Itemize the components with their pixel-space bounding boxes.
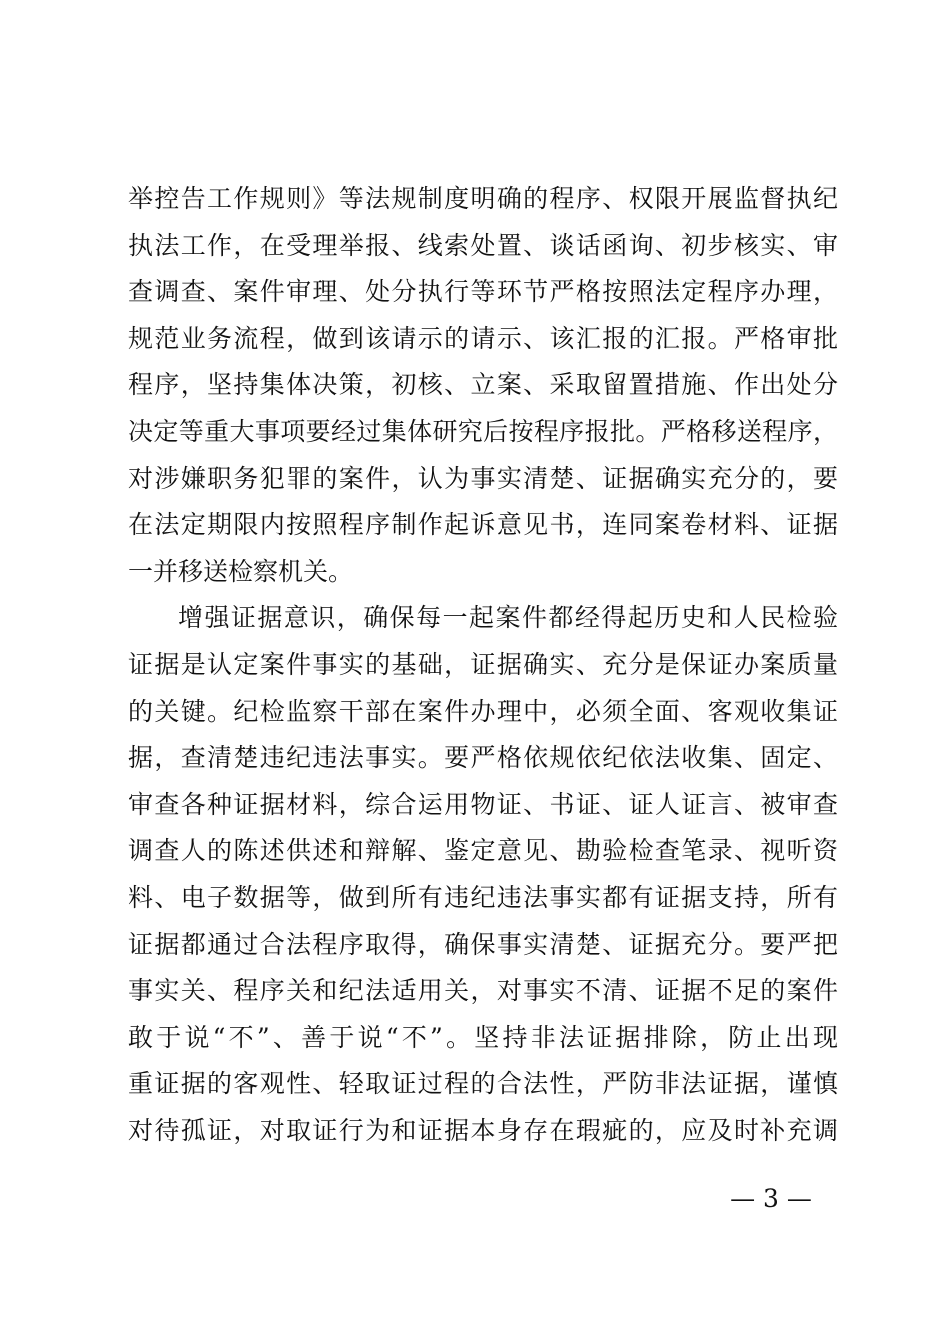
text-line: 调查人的陈述供述和辩解、鉴定意见、勘验检查笔录、视听资 bbox=[128, 836, 838, 866]
text-line: 重证据的客观性、轻取证过程的合法性，严防非法证据，谨慎 bbox=[128, 1069, 838, 1099]
body-text bbox=[128, 176, 838, 1154]
text-line: 决定等重大事项要经过集体研究后按程序报批。严格移送程序， bbox=[128, 416, 838, 446]
text-line: 举控告工作规则》等法规制度明确的程序、权限开展监督执纪 bbox=[128, 184, 838, 213]
text-line: 审查各种证据材料，综合运用物证、书证、证人证言、被审查 bbox=[128, 789, 838, 819]
text-line: 程序，坚持集体决策，初核、立案、采取留置措施、作出处分 bbox=[128, 370, 838, 400]
text-line: 据，查清楚违纪违法事实。要严格依规依纪依法收集、固定、 bbox=[128, 743, 838, 773]
text-line: 执法工作，在受理举报、线索处置、谈话函询、初步核实、审 bbox=[128, 230, 838, 260]
text-line: 的关键。纪检监察干部在案件办理中，必须全面、客观收集证 bbox=[128, 696, 838, 726]
text-line: 事实关、程序关和纪法适用关，对事实不清、证据不足的案件 bbox=[128, 976, 838, 1006]
text-line: 查调查、案件审理、处分执行等环节严格按照法定程序办理， bbox=[128, 277, 838, 307]
text-line: 对涉嫌职务犯罪的案件，认为事实清楚、证据确实充分的，要 bbox=[128, 463, 838, 493]
text-line: 在法定期限内按照程序制作起诉意见书，连同案卷材料、证据 bbox=[128, 510, 838, 540]
text-line: 对待孤证，对取证行为和证据本身存在瑕疵的，应及时补充调 bbox=[128, 1115, 838, 1145]
page-number: — 3 — bbox=[730, 1184, 812, 1213]
text-line: 增强证据意识，确保每一起案件都经得起历史和人民检验 bbox=[178, 603, 838, 633]
text-line: 敢于说“不”、善于说“不”。坚持非法证据排除，防止出现 bbox=[128, 1022, 838, 1052]
text-line: 证据是认定案件事实的基础，证据确实、充分是保证办案质量 bbox=[128, 649, 838, 679]
paragraph bbox=[128, 595, 838, 1154]
text-line: 规范业务流程，做到该请示的请示、该汇报的汇报。严格审批 bbox=[128, 323, 838, 353]
text-line: 料、电子数据等，做到所有违纪违法事实都有证据支持，所有 bbox=[128, 882, 838, 912]
paragraph bbox=[128, 176, 838, 595]
text-line: 证据都通过合法程序取得，确保事实清楚、证据充分。要严把 bbox=[128, 929, 838, 959]
text-line: 一并移送检察机关。 bbox=[128, 556, 354, 586]
